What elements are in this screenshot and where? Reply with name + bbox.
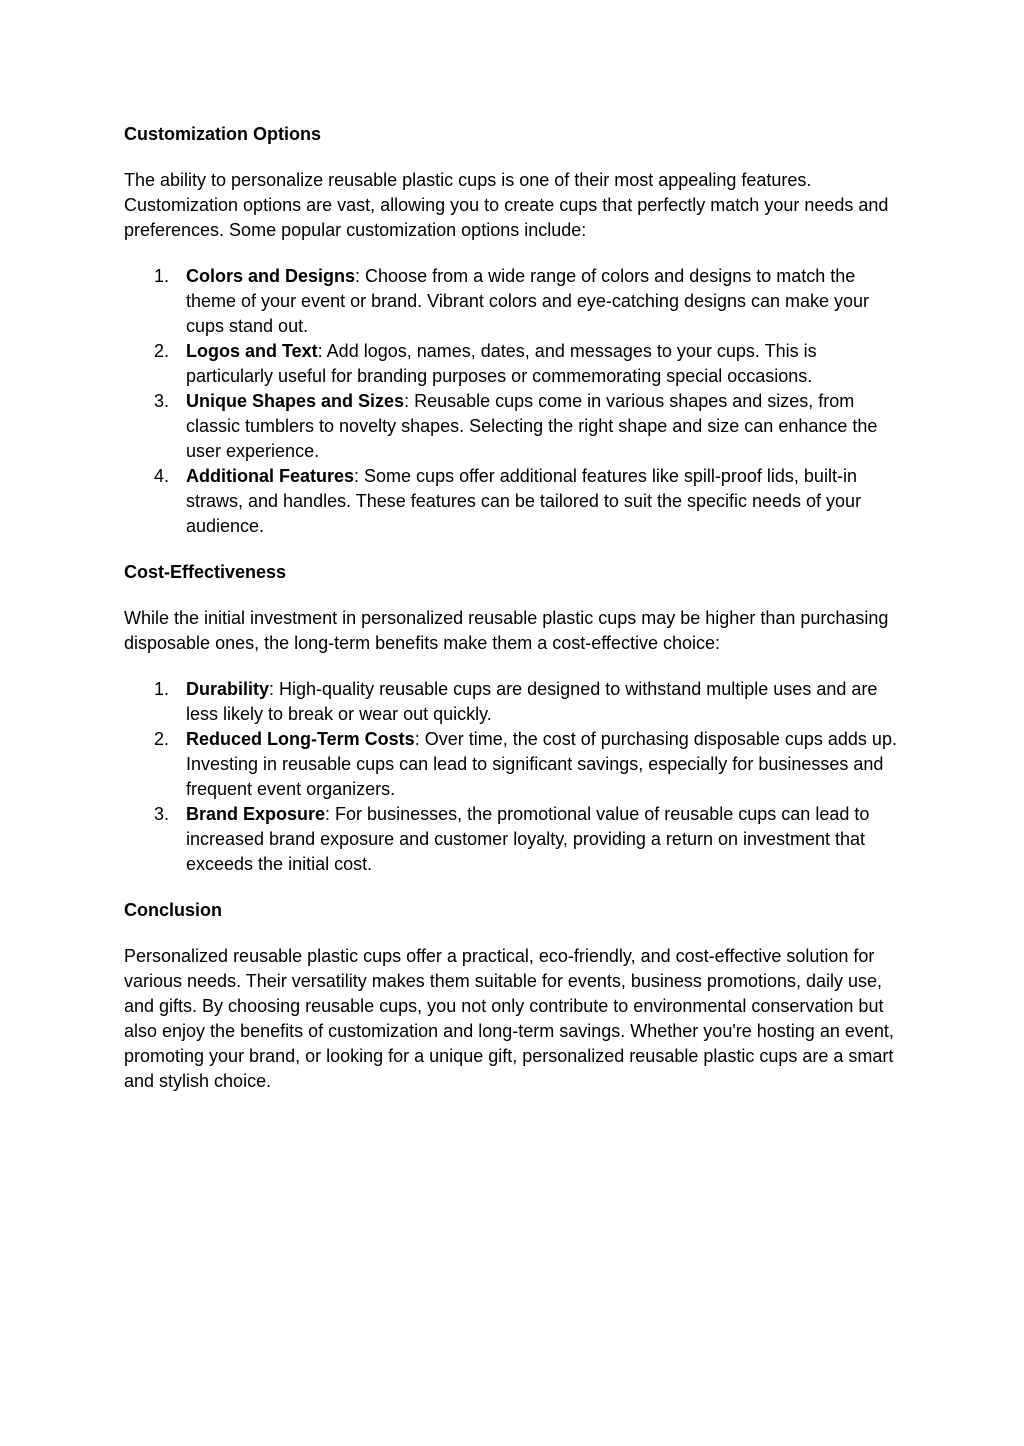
- list-term: Brand Exposure: [186, 804, 326, 824]
- section-cost-effectiveness: [124, 560, 900, 877]
- list-text: : Reusable cups come in various shapes and sizes, from classic tumblers to novelty shapes. Selecting the right shape and size can enhance the user experience.: [186, 391, 878, 461]
- section-customization-options: [124, 122, 900, 539]
- list-number: 3.: [154, 391, 170, 411]
- list-item: [124, 339, 900, 389]
- section-intro: The ability to personalize reusable plastic cups is one of their most appealing features. Customization options are vast, allowing you to create cups that perfectly match your needs and preferences. Some popular customization options include:: [124, 170, 889, 240]
- list-text: : Over time, the cost of purchasing disposable cups adds up. Investing in reusable cups can lead to significant savings, especially for businesses and frequent event organizers.: [186, 729, 897, 799]
- list-item: [124, 464, 900, 539]
- list-number: 2.: [154, 729, 170, 749]
- list-number: 1.: [154, 679, 170, 699]
- list-number: 4.: [154, 466, 170, 486]
- list-number: 3.: [154, 804, 170, 824]
- list-item: [124, 389, 900, 464]
- list-term: Durability: [186, 679, 270, 699]
- list-number: 2.: [154, 341, 170, 361]
- list-text: : Some cups offer additional features like spill-proof lids, built-in straws, and handles. These features can be tailored to suit the specific needs of your audience.: [186, 466, 862, 536]
- list-item: [124, 802, 900, 877]
- list-text: : High-quality reusable cups are designed to withstand multiple uses and are less likely to break or wear out quickly.: [186, 679, 878, 724]
- list-term: Reduced Long-Term Costs: [186, 729, 415, 749]
- list-item: [124, 264, 900, 339]
- section-heading: Cost-Effectiveness: [124, 562, 287, 582]
- list-text: : For businesses, the promotional value of reusable cups can lead to increased brand exposure and customer loyalty, providing a return on investment that exceeds the initial cost.: [186, 804, 870, 874]
- list-term: Logos and Text: [186, 341, 318, 361]
- section-conclusion: [124, 898, 900, 1094]
- list-text: : Choose from a wide range of colors and designs to match the theme of your event or brand. Vibrant colors and eye-catching designs can make your cups stand out.: [186, 266, 870, 336]
- section-heading: Conclusion: [124, 900, 222, 920]
- list-term: Additional Features: [186, 466, 355, 486]
- section-heading: Customization Options: [124, 124, 321, 144]
- list-item: [124, 727, 900, 802]
- numbered-list: [124, 677, 900, 877]
- list-number: 1.: [154, 266, 170, 286]
- list-text: : Add logos, names, dates, and messages to your cups. This is particularly useful for branding purposes or commemorating special occasions.: [186, 341, 817, 386]
- list-term: Unique Shapes and Sizes: [186, 391, 405, 411]
- section-body: Personalized reusable plastic cups offer a practical, eco-friendly, and cost-effective solution for various needs. Their versatility makes them suitable for events, business promotions, daily use, and gifts. By choosing reusable cups, you not only contribute to environmental conservation but also enjoy the benefits of customization and long-term savings. Whether you're hosting an event, promoting your brand, or looking for a unique gift, personalized reusable plastic cups are a smart and stylish choice.: [124, 946, 894, 1091]
- list-item: [124, 677, 900, 727]
- section-intro: While the initial investment in personalized reusable plastic cups may be higher than purchasing disposable ones, the long-term benefits make them a cost-effective choice:: [124, 608, 889, 653]
- list-term: Colors and Designs: [186, 266, 356, 286]
- numbered-list: [124, 264, 900, 539]
